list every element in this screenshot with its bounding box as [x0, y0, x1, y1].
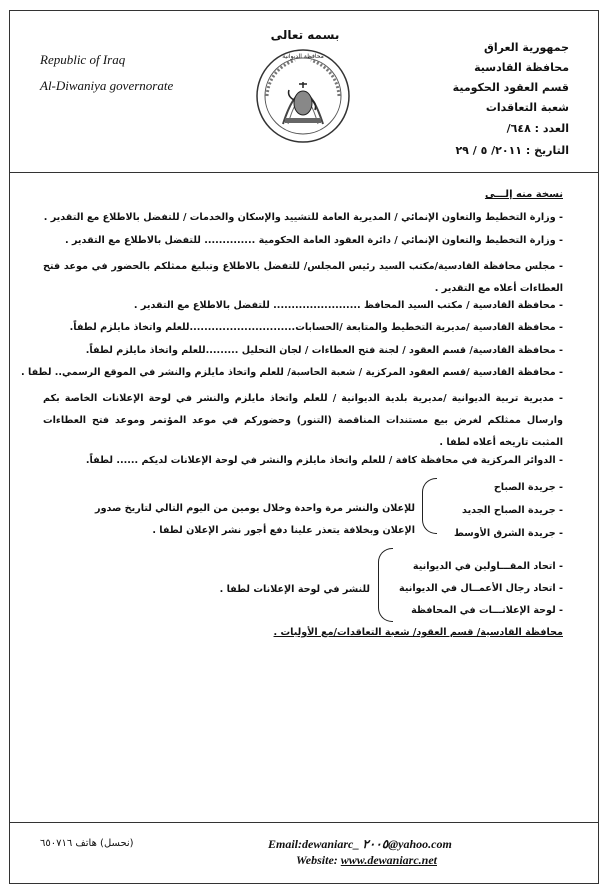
- ar-header-line: جمهورية العراق: [484, 41, 569, 54]
- doc-number: [419, 122, 569, 135]
- distribution-line: - وزارة التخطيط والتعاون الإنمائي / المديرية العامة للتشييد والإسكان والخدمات / للتفضل بالاطلاع مع التقدير .: [43, 212, 563, 223]
- distribution-line: - محافظة القادسية /قسم العقود المركزية / شعبة الحاسبة/ للعلم واتخاذ مايلزم والنشر في الموقع الرسمي.. لطفا .: [20, 367, 563, 378]
- footer-website: [296, 853, 437, 868]
- ar-header-line: قسم العقود الحكومية: [452, 81, 569, 94]
- footer-divider: [10, 822, 599, 823]
- doc-date-value: ٢٠١١/ ٥ / ٢٩: [455, 144, 523, 157]
- unions-bracket: [378, 548, 393, 622]
- distribution-line: - مجلس محافظة القادسية/مكتب السيد رئيس المجلس/ للتفضل بالاطلاع وتبليغ ممثلكم بالحضور في موعد فتح العطاءات أعلاه مع التقدير .: [43, 261, 563, 294]
- newspaper-item: - جريدة الشرق الأوسط: [454, 528, 563, 539]
- doc-number-value: ٦٤٨/: [506, 122, 531, 135]
- footer-phone: (نحسل) هاتف ٦٥٠٧١٦: [40, 838, 134, 849]
- page-title: بسمه تعالى: [270, 28, 340, 42]
- newspapers-note-line: الإعلان وبخلافة يتعذر علينا دفع أجور نشر الإعلان لطفا .: [152, 525, 415, 536]
- union-item: - اتحاد رجال الأعمــال في الديوانية: [399, 583, 563, 594]
- union-item: - اتحاد المقـــاولين في الديوانية: [412, 561, 563, 572]
- governorate-seal-logo: [255, 48, 351, 144]
- unions-list: [393, 556, 563, 622]
- doc-date: [409, 144, 569, 157]
- distribution-line: - محافظة القادسية/ قسم العقود / لجنة فتح العطاءات / لجان التحليل .........للعلم واتخاذ مايلزم لطفاً.: [85, 345, 563, 356]
- newspaper-item: - جريدة الصباح: [493, 482, 563, 493]
- newspaper-item: - جريدة الصباح الجديد: [462, 505, 563, 516]
- email-label: Email:: [268, 837, 303, 851]
- website-link[interactable]: www.dewaniarc.net: [340, 853, 437, 867]
- ar-header-line: شعبة التعاقدات: [485, 101, 569, 114]
- en-governorate: Al-Diwaniya governorate: [40, 78, 174, 93]
- distribution-line: - مديرية تربية الديوانية /مديرية بلدية الديوانية / للعلم واتخاذ مايلزم والنشر في لوحة الإعلانات الخاصة بكم وارسال ممثلكم لغرض بيع مستندات المناقصة (التنور) وحضوركم في موعد المؤتمر وموعد فتح العطاءات المثبت تاريخه أعلاه لطفا .: [43, 393, 563, 448]
- website-label: Website:: [296, 853, 338, 867]
- union-item: - لوحة الإعلانـــات في المحافظة: [411, 605, 563, 616]
- final-distribution-line: محافظة القادسية/ قسم العقود/ شعبة التعاقدات/مع الأوليات .: [273, 627, 563, 638]
- footer-email: [268, 837, 452, 852]
- doc-date-label: التاريخ :: [525, 144, 569, 157]
- seal-text: محافظة الديوانية: [282, 53, 324, 60]
- ar-header-line: محافظة القادسية: [474, 61, 569, 74]
- en-country: Republic of Iraq: [40, 52, 126, 67]
- distribution-line: - محافظة القادسية / مكتب السيد المحافظ ........................ للتفضل بالاطلاع مع التقدير .: [133, 300, 563, 311]
- email-link[interactable]: dewaniarc_ ٢٠٠٥@yahoo.com: [302, 837, 452, 851]
- distribution-line: - محافظة القادسية /مديرية التخطيط والمتابعة /الحسابات.............................للعلم واتخاذ مايلزم لطفاً.: [69, 322, 563, 333]
- ar-header-block: [399, 38, 569, 118]
- distribution-line: - وزارة التخطيط والتعاون الإنمائي / دائرة العقود العامة الحكومية .............. للتفضل بالاطلاع مع التقدير .: [64, 235, 563, 246]
- doc-number-label: العدد :: [534, 122, 569, 135]
- copy-to-heading: نسخة منه إلـــى: [484, 189, 563, 200]
- distribution-line: - الدوائر المركزية في محافظة كافة / للعلم واتخاذ مايلزم والنشر في لوحة الإعلانات لديكم ...... لطفاً.: [85, 455, 563, 466]
- newspapers-note-line: للإعلان والنشر مرة واحدة وخلال يومين من اليوم التالي لتاريخ صدور: [95, 503, 415, 514]
- newspapers-note: [90, 498, 415, 542]
- unions-note: للنشر في لوحة الإعلانات لطفا .: [219, 584, 370, 595]
- newspapers-bracket: [422, 478, 437, 534]
- newspapers-list: [423, 476, 563, 545]
- header-divider: [10, 172, 599, 173]
